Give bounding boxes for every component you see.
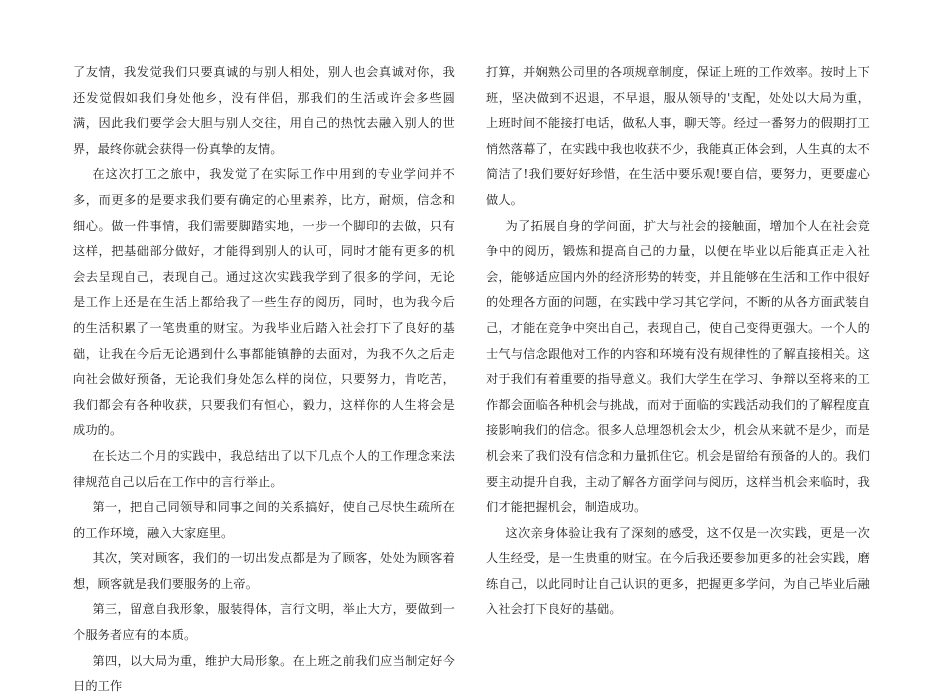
paragraph: 打算，并娴熟公司里的各项规章制度，保证上班的工作效率。按时上下班，坚决做到不迟退，不早退，服从领导的'支配，处处以大局为重，上班时间不能接打电话，做私人事，聊天等。经过一番努力的假期打工悄然落幕了，在实践中我也收获不少，我能真正体会到，人生真的太不简洁了!我们要好好珍惜，在生活中要乐观!要自信，要努力，更要虚心做人。 (486, 65, 870, 207)
paragraph: 第一，把自己同领导和同事之间的关系搞好，使自己尽快生疏所在的工作环境，融入大家庭里。 (73, 500, 455, 540)
paragraph: 其次，笑对顾客，我们的一切出发点都是为了顾客，处处为顾客着想，顾客就是我们要服务的上帝。 (73, 551, 455, 591)
paragraph: 第四，以大局为重，维护大局形象。在上班之前我们应当制定好今日的工作 (73, 653, 455, 694)
paragraph: 在长达二个月的实践中，我总结出了以下几点个人的工作理念来法律规范自己以后在工作中的言行举止。 (73, 448, 455, 489)
paragraph: 在这次打工之旅中，我发觉了在实际工作中用到的专业学问并不多，而更多的是要求我们要有确定的心里素养，比方，耐烦，信念和细心。做一件事情，我们需要脚踏实地，一步一个脚印的去做，只有这样，把基础部分做好，才能得到别人的认可，同时才能有更多的机会去呈现自己，表现自己。通过这次实践我学到了很多的学问，无论是工作上还是在生活上都给我了一些生存的阅历，同时，也为我今后的生活积累了一笔贵重的财宝。为我毕业后踏入社会打下了良好的基础，让我在今后无论遇到什么事都能镇静的去面对，为我不久之后走向社会做好预备，无论我们身处怎么样的岗位，只要努力，肯吃苦，我们都会有各种收获，只要我们有恒心，毅力，这样你的人生将会是成功的。 (73, 167, 455, 438)
right-text-column (486, 60, 870, 623)
paragraph: 第三，留意自我形象，服装得体，言行文明，举止大方，要做到一个服务者应有的本质。 (73, 602, 455, 643)
paragraph: 为了拓展自身的学问面，扩大与社会的接触面，增加个人在社会竞争中的阅历，锻炼和提高自己的力量，以便在毕业以后能真正走入社会，能够适应国内外的经济形势的转变，并且能够在生活和工作中很好的处理各方面的问题，在实践中学习其它学问，不断的从各方面武装自己，才能在竞争中突出自己，表现自己，使自己变得更强大。一个人的士气与信念跟他对工作的内容和环境有没有规律性的了解直接相关。这对于我们有着重要的指导意义。我们大学生在学习、争辩以至将来的工作都会面临各种机会与挑战，而对于面临的实践活动我们的了解程度直接影响我们的信念。很多人总埋怨机会太少，机会从来就不是少，而是机会来了我们没有信念和力量抓住它。机会是留给有预备的人的。我们要主动提升自我，主动了解各方面学问与阅历，这样当机会来临时，我们才能把握机会，制造成功。 (486, 218, 870, 515)
paragraph: 这次亲身体验让我有了深刻的感受，这不仅是一次实践，更是一次人生经受，是一生贵重的财宝。在今后我还要参加更多的社会实践，磨练自己，以此同时让自己认识的更多，把握更多学问，为自己毕业后融入社会打下良好的基础。 (486, 525, 870, 617)
left-text-column (73, 60, 455, 700)
paragraph: 了友情，我发觉我们只要真诚的与别人相处，别人也会真诚对你，我还发觉假如我们身处他乡，没有伴侣，那我们的生活或许会多些圆满，因此我们要学会大胆与别人交往，用自己的热忱去融入别人的世界，最终你就会获得一份真挚的友情。 (73, 65, 455, 156)
